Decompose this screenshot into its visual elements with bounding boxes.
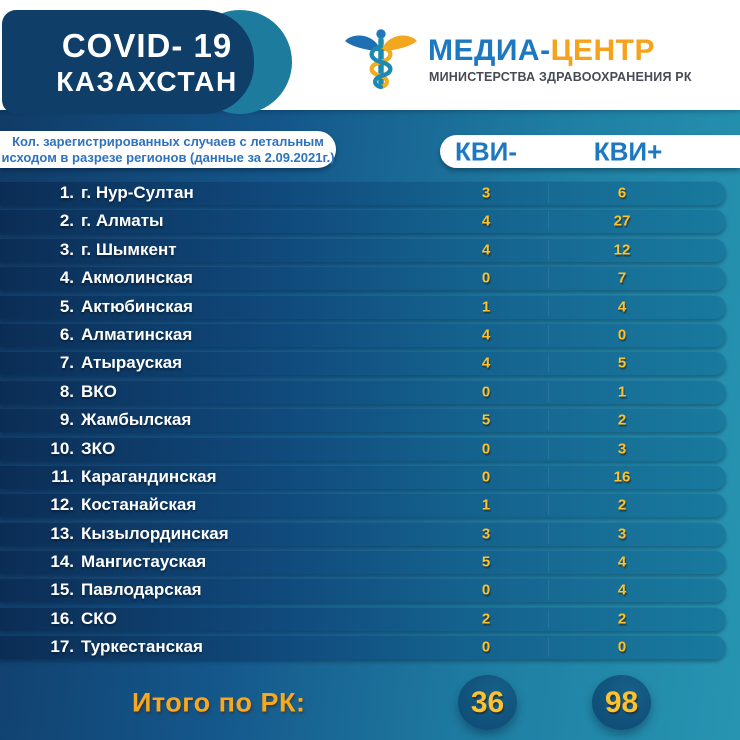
table-row [0,238,726,262]
column-header-kvi-plus: КВИ+ [593,136,663,166]
covid-title-box [2,10,292,114]
kvi-minus-value: 0 [481,468,491,486]
kvi-plus-value: 16 [613,468,631,486]
table-row [0,437,726,461]
brand-subtitle: МИНИСТЕРСТВА ЗДРАВООХРАНЕНИЯ РК [429,70,692,84]
row-index: 6. [59,324,74,344]
kvi-plus-value: 12 [613,241,631,259]
table-row [0,380,726,404]
totals-kvi-minus-value: 36 [470,685,505,719]
region-label: ЗКО [81,438,116,458]
row-index: 13. [50,523,74,543]
kvi-plus-value: 5 [617,354,627,372]
region-label: Кызылординская [81,523,229,543]
totals-kvi-minus-badge [458,675,517,730]
kvi-minus-value: 5 [481,553,491,571]
region-label: Костанайская [81,495,197,515]
kvi-plus-value: 4 [617,581,627,599]
row-index: 10. [50,438,74,458]
kvi-plus-value: 3 [617,525,627,543]
subtitle-line-1: Кол. зарегистрированных случаев с летальным [12,133,324,149]
kvi-plus-value: 27 [613,212,631,230]
totals-kvi-plus-value: 98 [604,685,639,719]
kvi-minus-value: 0 [481,440,491,458]
kvi-minus-value: 2 [481,610,491,628]
table-row [0,550,726,574]
row-index: 15. [50,580,74,600]
kvi-minus-value: 3 [481,184,491,202]
table-row [0,607,726,631]
totals-kvi-plus-badge [592,675,651,730]
table-row [0,181,726,205]
kvi-minus-value: 4 [481,354,491,372]
kvi-minus-value: 0 [481,269,491,287]
title-line-kazakhstan: КАЗАХСТАН [56,66,238,97]
kvi-minus-value: 0 [481,638,491,656]
region-label: г. Нур-Султан [81,183,194,202]
table-row [0,408,726,432]
kvi-plus-value: 0 [617,326,627,344]
region-table [0,181,740,664]
totals-row [0,674,740,731]
table-row [0,295,726,319]
brand-media: МЕДИА- [428,34,551,67]
table-row [0,323,726,347]
kvi-minus-value: 1 [481,298,491,316]
table-row [0,266,726,290]
kvi-plus-value: 4 [617,298,627,316]
table-row [0,635,726,659]
chart-subtitle-box [0,131,336,168]
table-row [0,493,726,517]
row-index: 4. [59,268,74,288]
totals-label: Итого по РК: [132,687,306,717]
kvi-minus-value: 0 [481,383,491,401]
row-index: 2. [59,211,74,231]
region-label: Атырауская [81,353,183,373]
kvi-plus-value: 6 [617,184,627,202]
kvi-plus-value: 0 [617,638,627,656]
region-label: Актюбинская [81,296,193,316]
region-label: Туркестанская [81,637,203,657]
table-row [0,578,726,602]
region-label: Мангистауская [81,552,207,572]
region-label: г. Шымкент [81,239,177,259]
page-title [2,10,292,114]
title-line-covid: COVID- 19 [61,27,233,64]
row-index: 3. [59,239,74,259]
region-label: СКО [81,608,117,628]
kvi-minus-value: 0 [481,581,491,599]
kvi-plus-value: 1 [617,383,627,401]
region-label: Павлодарская [81,580,202,600]
kvi-minus-value: 3 [481,525,491,543]
kvi-plus-value: 7 [617,269,627,287]
region-label: ВКО [81,381,117,401]
kvi-minus-value: 4 [481,326,491,344]
region-label: Карагандинская [81,466,217,486]
brand-title [428,34,655,68]
region-label: Жамбылская [81,410,192,430]
kvi-minus-value: 5 [481,411,491,429]
table-row [0,209,726,233]
kvi-minus-value: 4 [481,212,491,230]
table-row [0,522,726,546]
column-header-kvi-minus: КВИ- [455,136,517,166]
row-index: 9. [59,410,74,430]
kvi-plus-value: 2 [617,610,627,628]
header-band [0,0,740,110]
row-index: 8. [59,381,74,401]
region-label: г. Алматы [81,211,164,231]
row-index: 17. [50,637,74,657]
kvi-plus-value: 3 [617,440,627,458]
table-row [0,465,726,489]
row-index: 12. [50,495,74,515]
kvi-plus-value: 2 [617,496,627,514]
row-index: 7. [59,353,74,373]
brand-center: ЦЕНТР [550,34,656,67]
row-index: 11. [51,466,74,486]
row-index: 14. [50,552,74,572]
caduceus-icon [342,22,420,102]
kvi-plus-value: 2 [617,411,627,429]
column-header-box [440,135,740,168]
kvi-minus-value: 1 [481,496,491,514]
row-index: 1. [59,183,74,202]
region-label: Акмолинская [81,268,193,288]
kvi-minus-value: 4 [481,241,491,259]
region-label: Алматинская [81,324,193,344]
table-row [0,351,726,375]
kvi-plus-value: 4 [617,553,627,571]
row-index: 16. [50,608,74,628]
subtitle-line-2: исходом в разрезе регионов (данные за 2.09.2021г.) [1,149,335,165]
row-index: 5. [59,296,74,316]
